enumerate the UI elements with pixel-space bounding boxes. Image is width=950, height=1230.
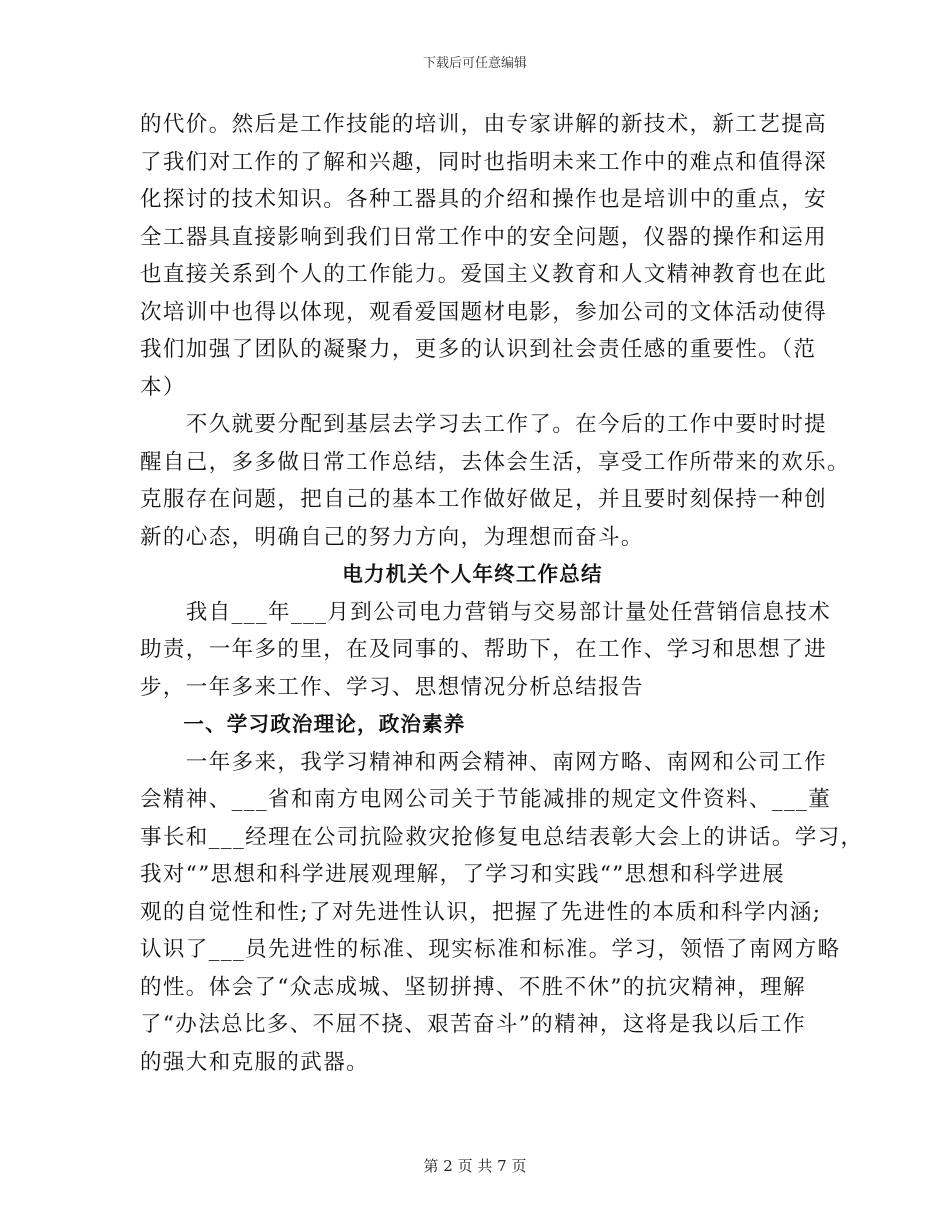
page-number: 第 2 页 共 7 页	[423, 1157, 527, 1175]
text-line: 会精神、___省和南方电网公司关于节能减排的规定文件资料、___董	[140, 787, 832, 812]
text-line: 了我们对工作的了解和兴趣，同时也指明未来工作中的难点和值得深	[140, 149, 828, 175]
text-line: 助责，一年多的里，在及同事的、帮助下，在工作、学习和思想了进	[140, 637, 828, 662]
text-line: 新的心态，明确自己的努力方向，为理想而奋斗。	[140, 524, 644, 550]
text-line: 我对“”思想和科学进展观理解，了学习和实践“”思想和科学进展	[140, 862, 785, 887]
text-line: 一年多来，我学习精神和两会精神、南网方略、南网和公司工作	[140, 749, 828, 775]
text-line: 次培训中也得以体现，观看爱国题材电影，参加公司的文体活动使得	[140, 299, 828, 325]
text-line: 全工器具直接影响到我们日常工作中的安全问题，仪器的操作和运用	[140, 224, 828, 250]
text-line: 化探讨的技术知识。各种工器具的介绍和操作也是培训中的重点，安	[140, 187, 828, 212]
text-line: 我自___年___月到公司电力营销与交易部计量处任营销信息技术	[140, 599, 832, 625]
text-line: 的代价。然后是工作技能的培训，由专家讲解的新技术，新工艺提高	[140, 112, 828, 137]
text-line: 认识了___员先进性的标准、现实标准和标准。学习，领悟了南网方略	[140, 937, 841, 962]
text-line: 观的自觉性和性;了对先进性认识，把握了先进性的本质和科学内涵;	[140, 899, 822, 925]
text-line: 我们加强了团队的凝聚力，更多的认识到社会责任感的重要性。（范	[140, 337, 817, 362]
section-heading: 一、学习政治理论，政治素养	[140, 712, 466, 736]
text-line: 的性。体会了“众志成城、坚韧拼搏、不胜不休”的抗灾精神，理解	[140, 974, 806, 1000]
text-line: 醒自己，多多做日常工作总结，去体会生活，享受工作所带来的欢乐。	[140, 449, 850, 475]
header-note: 下载后可任意编辑	[422, 56, 527, 71]
text-line: 的强大和克服的武器。	[140, 1049, 370, 1075]
text-line: 事长和___经理在公司抗险救灾抢修复电总结表彰大会上的讲话。学习，	[140, 824, 864, 850]
text-line: 了“办法总比多、不屈不挠、艰苦奋斗”的精神，这将是我以后工作	[140, 1012, 806, 1037]
document-body	[140, 106, 864, 1081]
section-title: 电力机关个人年终工作总结	[342, 562, 603, 586]
text-line: 不久就要分配到基层去学习去工作了。在今后的工作中要时时提	[140, 412, 828, 437]
text-line: 克服存在问题，把自己的基本工作做好做足，并且要时刻保持一种创	[140, 487, 828, 512]
text-line: 也直接关系到个人的工作能力。爱国主义教育和人文精神教育也在此	[140, 262, 828, 287]
text-line: 本）	[140, 374, 186, 400]
text-line: 步，一年多来工作、学习、思想情况分析总结报告	[140, 674, 644, 700]
